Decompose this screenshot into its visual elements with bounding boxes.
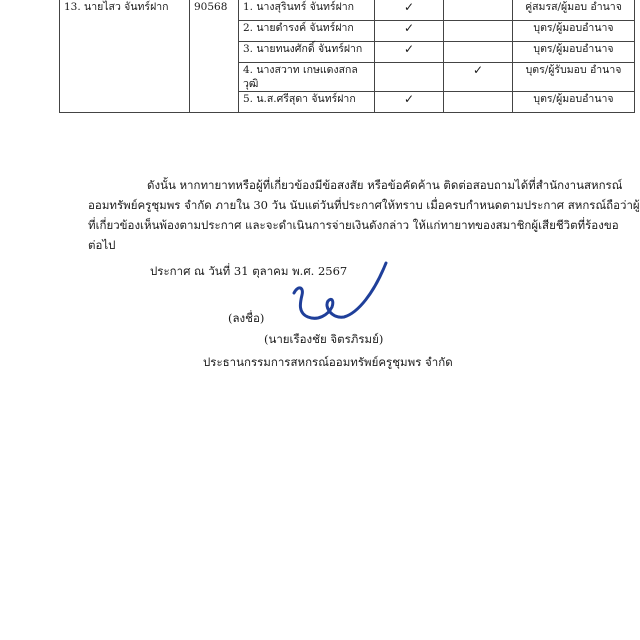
heir-name-cell: 1. นางสุรินทร์ จันทร์ฝาก (239, 0, 375, 21)
heir-name-cell: 5. น.ส.ศรีสุดา จันทร์ฝาก (239, 92, 375, 113)
handwritten-signature (288, 257, 398, 337)
heir-name-cell: 3. นายทนงศักดิ์ จันทร์ฝาก (239, 42, 375, 63)
check-cell-2 (444, 0, 513, 21)
heir-name-cell: 4. นางสวาท เกษแดงสกลวุฒิ (239, 63, 375, 92)
announce-date: ประกาศ ณ วันที่ 31 ตุลาคม พ.ศ. 2567 (150, 264, 348, 278)
relation-cell: บุตร/ผู้มอบอำนาจ (513, 21, 635, 42)
paragraph-line-4: ต่อไป (88, 238, 116, 252)
member-name-cell: 13. นายไสว จันทร์ฝาก (60, 0, 190, 113)
check-cell-1: ✓ (375, 42, 444, 63)
sign-label: (ลงชื่อ) (228, 311, 265, 325)
check-cell-2 (444, 42, 513, 63)
relation-cell: บุตร/ผู้รับมอบ อำนาจ (513, 63, 635, 92)
check-cell-1 (375, 63, 444, 92)
member-number-cell: 90568 (190, 0, 239, 113)
check-cell-2 (444, 92, 513, 113)
check-cell-1: ✓ (375, 21, 444, 42)
signer-title: ประธานกรรมการสหกรณ์ออมทรัพย์ครูชุมพร จำกัด (203, 355, 453, 369)
paragraph-line-2: ออมทรัพย์ครูชุมพร จำกัด ภายใน 30 วัน นับแต่วันที่ประกาศให้ทราบ เมื่อครบกำหนดตามประกาศ สหกรณ์ถือว่าผู้ (88, 198, 640, 212)
check-cell-1: ✓ (375, 0, 444, 21)
table-row (60, 0, 635, 21)
check-cell-2: ✓ (444, 63, 513, 92)
relation-cell: บุตร/ผู้มอบอำนาจ (513, 42, 635, 63)
heir-name-cell: 2. นายดำรงค์ จันทร์ฝาก (239, 21, 375, 42)
relation-cell: บุตร/ผู้มอบอำนาจ (513, 92, 635, 113)
paragraph-line-3: ที่เกี่ยวข้องเห็นพ้องตามประกาศ และจะดำเนินการจ่ายเงินดังกล่าว ให้แก่ทายาทของสมาชิกผู้เสียชีวิตที่ร้องขอ (88, 218, 619, 232)
signer-name: (นายเรืองชัย จิตรภิรมย์) (264, 332, 384, 346)
paragraph-line-1: ดังนั้น หากทายาทหรือผู้ที่เกี่ยวข้องมีข้อสงสัย หรือข้อคัดค้าน ติดต่อสอบถามได้ที่สำนักงานสหกรณ์ (147, 178, 623, 192)
heirs-table (59, 0, 635, 113)
check-cell-2 (444, 21, 513, 42)
check-cell-1: ✓ (375, 92, 444, 113)
relation-cell: คู่สมรส/ผู้มอบ อำนาจ (513, 0, 635, 21)
